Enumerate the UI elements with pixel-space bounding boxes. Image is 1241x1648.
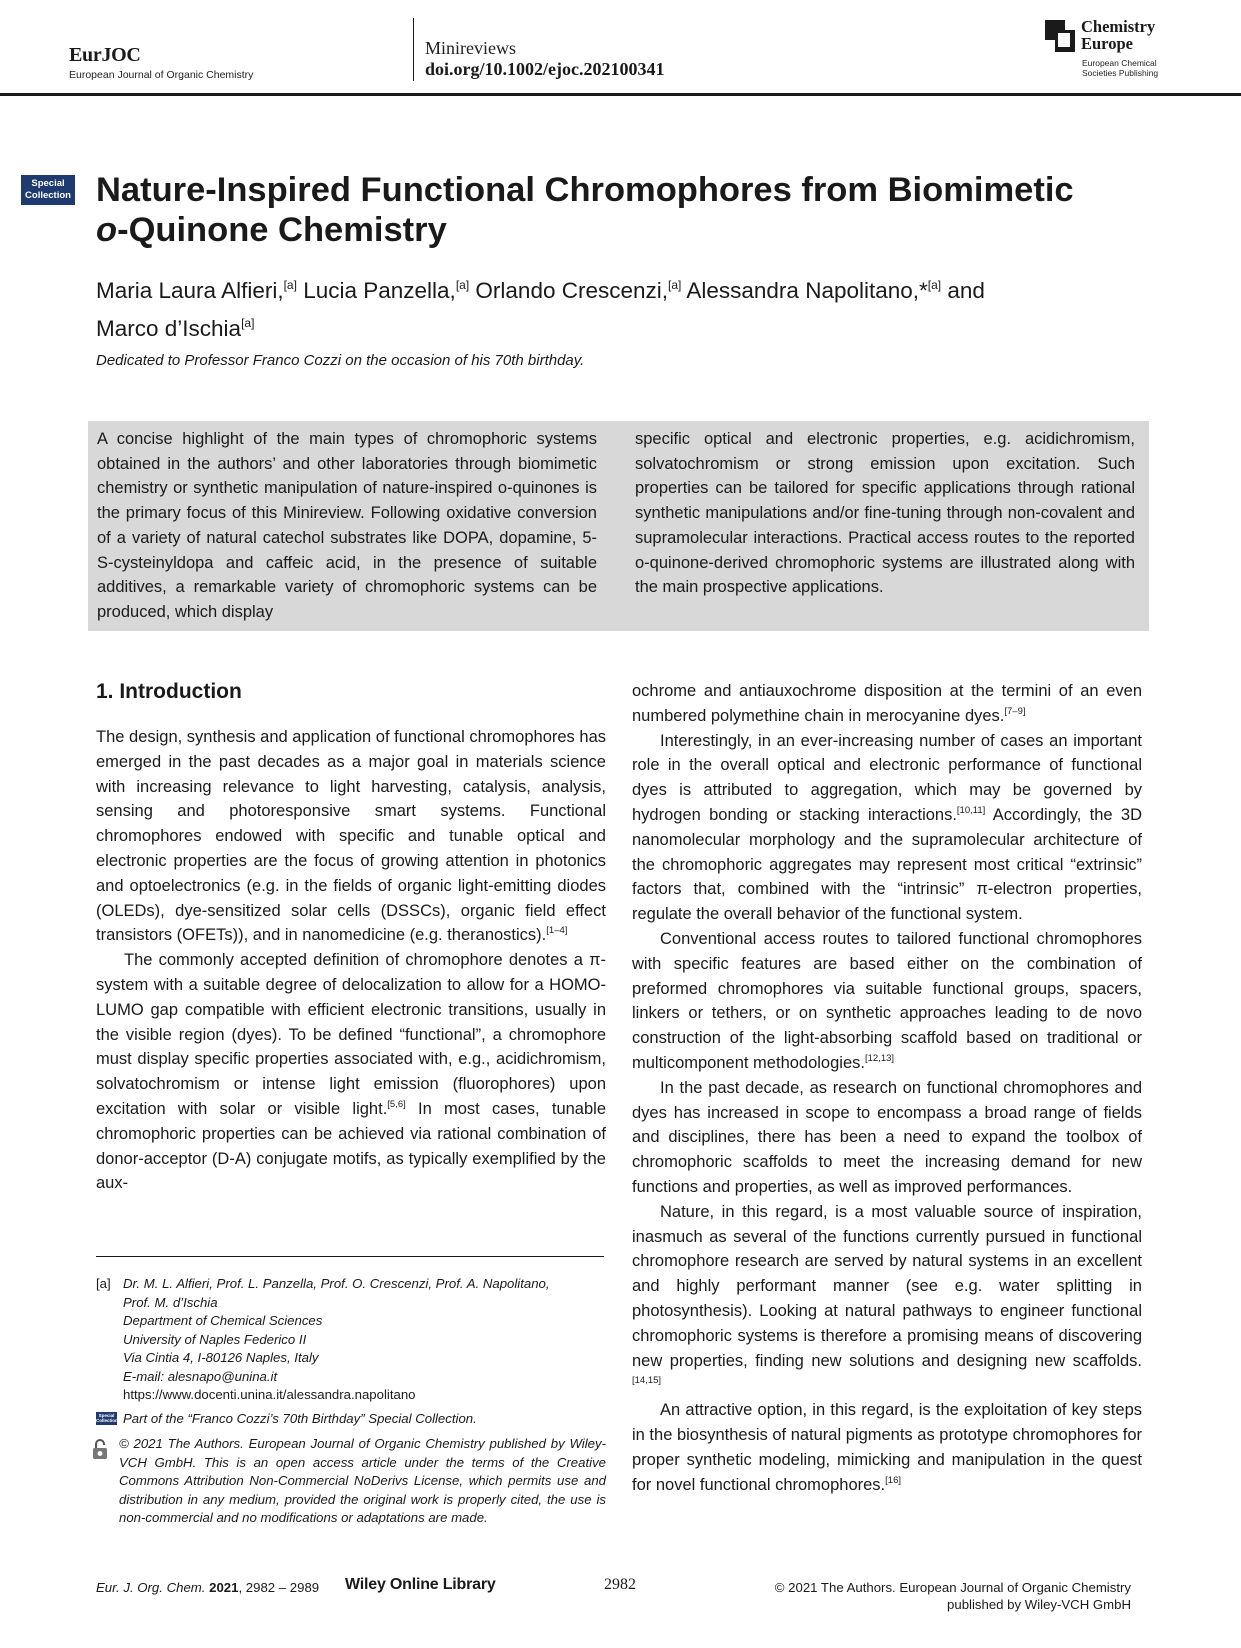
- author: Marco d’Ischia[a]: [96, 316, 255, 341]
- citation-ref[interactable]: [5,6]: [387, 1098, 406, 1110]
- license-note: © 2021 The Authors. European Journal of Organic Chemistry published by Wiley-VCH GmbH. This is an open access article under the terms of the Creative Commons Attribution Non-Commercial NoDerivs License, which permits use and distribution in any medium, provided the original work is properly cited, the use is non-commercial and no modifications or adaptations are made.: [96, 1435, 606, 1528]
- paragraph: Nature, in this regard, is a most valuable source of inspiration, inasmuch as several of the functions currently pursued in functional chromophore research are served by natural systems in an excellent and highly performant manner (see e.g. water splitting in photosynthesis). Looking at natural pathways to engineer functional chromophoric systems is therefore a promising means of discovering new properties, finding new solutions and designing new scaffolds.[14,15]: [632, 1202, 1142, 1387]
- paragraph: An attractive option, in this regard, is the exploitation of key steps in the biosynthesis of natural pigments as prototype chromophores for proper synthetic modeling, mimicking and manipulation in the quest for novel functional chromophores.[16]: [632, 1401, 1142, 1494]
- special-collection-mini-icon: Special Collection: [96, 1413, 118, 1423]
- citation-ref[interactable]: [16]: [885, 1474, 901, 1486]
- header-rule: [0, 93, 1241, 96]
- article-meta: [425, 38, 664, 80]
- publisher-name: Chemistry Europe: [1081, 17, 1156, 53]
- right-column: [632, 679, 1142, 1497]
- dedication: Dedicated to Professor Franco Cozzi on the occasion of his 70th birthday.: [96, 352, 585, 369]
- article-title: Nature-Inspired Functional Chromophores from Biomimetic o-Quinone Chemistry: [96, 171, 1074, 249]
- section-heading: 1. Introduction: [96, 680, 242, 703]
- author: Lucia Panzella,[a]: [303, 278, 470, 303]
- publisher-subtitle: European Chemical Societies Publishing: [1082, 58, 1159, 78]
- footer-copyright: © 2021 The Authors. European Journal of Organic Chemistry published by Wiley-VCH GmbH: [774, 1580, 1131, 1612]
- author: Orlando Crescenzi,[a]: [475, 278, 682, 303]
- left-column: [96, 725, 606, 1196]
- citation-ref[interactable]: [1–4]: [546, 925, 568, 937]
- affiliation-tag: [a]: [96, 1276, 111, 1291]
- footnote-rule: [96, 1256, 604, 1257]
- abstract-box: [88, 421, 1149, 631]
- author: Maria Laura Alfieri,[a]: [96, 278, 297, 303]
- paragraph: The commonly accepted definition of chromophore denotes a π-system with a suitable degree of delocalization to allow for a HOMO-LUMO gap compatible with efficient electronic transitions, usually in the visible region (dyes). To be defined “functional”, a chromophore must display specific properties associated with, e.g., acidichromism, solvatochromism or intense light emission (fluorophores) upon excitation with solar or visible light.[5,6] In most cases, tunable chromophoric properties can be achieved via rational combination of donor-acceptor (D-A) conjugate motifs, as typically exemplified by the aux-: [96, 951, 606, 1193]
- paragraph: Interestingly, in an ever-increasing number of cases an important role in the overall optical and electronic performance of functional dyes is attributed to aggregation, which may be governed by hydrogen bonding or stacking interactions.[10,11] Accordingly, the 3D nanomolecular morphology and the supramolecular architecture of the chromophoric aggregates may represent most critical “extrinsic” factors that, combined with the “intrinsic” π-electron properties, regulate the overall behavior of the functional system.: [632, 731, 1142, 924]
- open-access-lock-icon: [92, 1438, 108, 1460]
- email-link[interactable]: E-mail: alesnapo@unina.it: [123, 1368, 278, 1384]
- citation-ref[interactable]: [7–9]: [1004, 705, 1026, 717]
- special-collection-badge[interactable]: Special Collection: [21, 175, 75, 205]
- citation-ref[interactable]: [10,11]: [956, 804, 986, 816]
- footer-citation: Eur. J. Org. Chem. 2021, 2982 – 2989: [96, 1580, 320, 1595]
- journal-abbreviation: EurJOC: [69, 44, 141, 66]
- page-number: 2982: [604, 1576, 636, 1593]
- abstract-column-1: A concise highlight of the main types of chromophoric systems obtained in the authors’ and other laboratories through biomimetic chemistry or synthetic manipulation of nature-inspired o-quinones is the primary focus of this Minireview. Following oxidative conversion of a variety of natural catechol substrates like DOPA, dopamine, 5-S-cysteinyldopa and caffeic acid, in the presence of suitable additives, a remarkable variety of chromophoric systems can be produced, which display: [97, 430, 597, 621]
- paragraph: Conventional access routes to tailored functional chromophores with specific features are based either on the combination of preformed chromophores via suitable functional groups, spacers, linkers or tethers, or on synthetic approaches leading to de novo construction of the light-absorbing scaffold based on traditional or multicomponent methodologies.[12,13]: [632, 929, 1142, 1072]
- chemistry-europe-logo-icon: [1045, 20, 1075, 52]
- journal-full-name: European Journal of Organic Chemistry: [69, 69, 254, 81]
- citation-ref[interactable]: [14,15]: [632, 1375, 662, 1387]
- author-list: [96, 269, 1136, 345]
- paragraph: ochrome and antiauxochrome disposition at the termini of an even numbered polymethine chain in merocyanine dyes.[7–9]: [632, 682, 1142, 725]
- abstract-column-2: specific optical and electronic properties, e.g. acidichromism, solvatochromism or strong emission upon excitation. Such properties can be tailored for specific applications through rational synthetic manipulations and/or fine-tuning through non-covalent and supramolecular interactions. Practical access routes to the reported o-quinone-derived chromophoric systems are illustrated along with the main prospective applications.: [635, 430, 1135, 597]
- article-type: Minireviews: [425, 38, 516, 58]
- publisher-logo[interactable]: [1045, 18, 1180, 82]
- special-collection-note: Special Collection Part of the “Franco Cozzi’s 70th Birthday” Special Collection.: [96, 1411, 477, 1426]
- header-divider: [413, 18, 414, 81]
- paragraph: In the past decade, as research on functional chromophores and dyes has increased in scope to encompass a broad range of fields and disciplines, there has been a need to expand the toolbox of chromophoric scaffolds to meet the increasing demand for new functions and properties, as well as improved performances.: [632, 1078, 1142, 1196]
- journal-branding: [69, 44, 253, 81]
- citation-ref[interactable]: [12,13]: [864, 1052, 895, 1064]
- author: Alessandra Napolitano,*[a] and: [686, 278, 985, 303]
- wiley-online-library-link[interactable]: Wiley Online Library: [345, 1576, 496, 1593]
- affiliation-footnote: [a] Dr. M. L. Alfieri, Prof. L. Panzella, Prof. O. Crescenzi, Prof. A. Napolitano, Prof. M. d’Ischia Department of Chemical Sciences University of Naples Federico II Via Cintia 4, I-80126 Naples, Italy E-mail: alesnapo@unina.it https://www.docenti.unina.it/alessandra.napolitano: [96, 1275, 606, 1405]
- doi-link[interactable]: doi.org/10.1002/ejoc.202100341: [425, 59, 665, 79]
- author-url-link[interactable]: https://www.docenti.unina.it/alessandra.napolitano: [123, 1387, 416, 1402]
- paragraph: The design, synthesis and application of functional chromophores has emerged in the past decades as a major goal in materials science with increasing relevance to light harvesting, catalysis, analysis, sensing and photoresponsive smart systems. Functional chromophores endowed with specific and tunable optical and electronic properties are the focus of growing attention in photonics and optoelectronics (e.g. in the fields of organic light-emitting diodes (OLEDs), dye-sensitized solar cells (DSSCs), organic field effect transistors (OFETs)), and in nanomedicine (e.g. theranostics).[1–4]: [96, 728, 606, 945]
